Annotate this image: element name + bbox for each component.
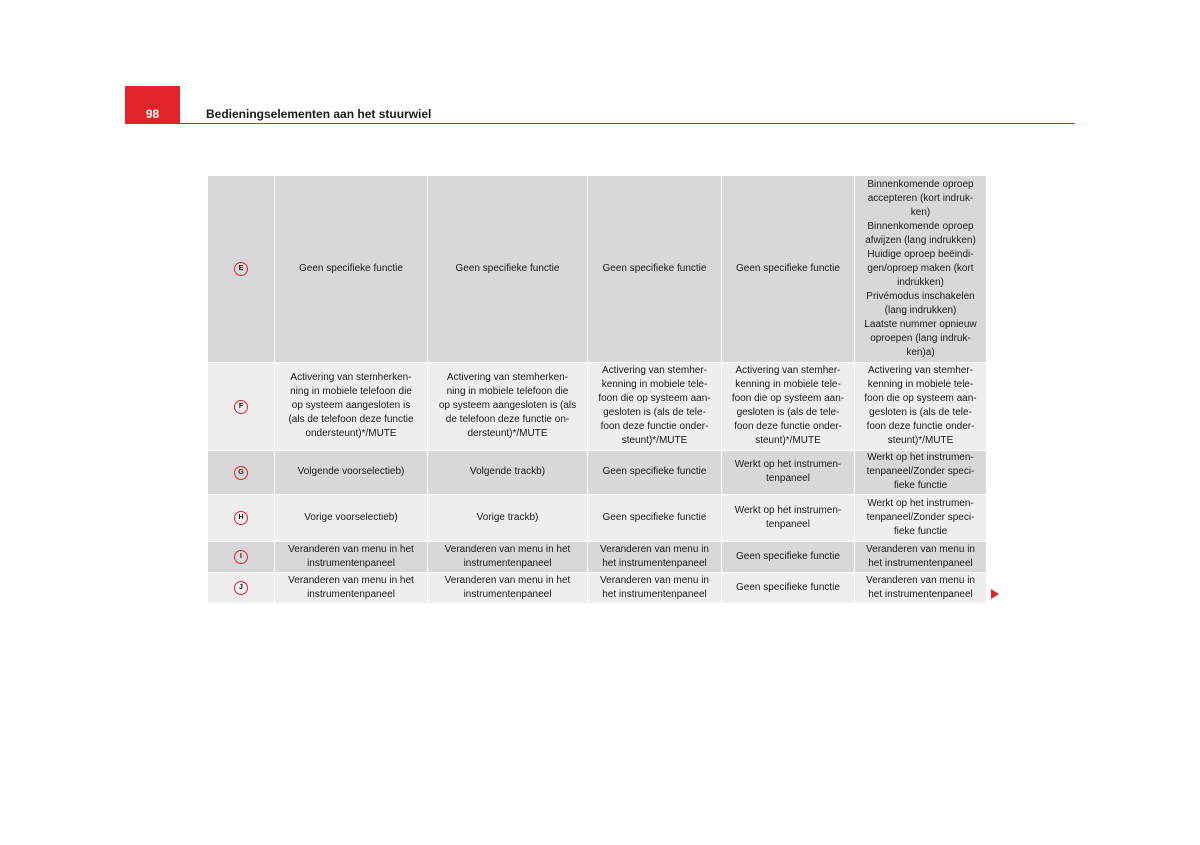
cell-text: Veranderen van menu in het instrumentenpaneel: [444, 543, 571, 569]
table-cell: [855, 494, 987, 541]
table-cell: [428, 362, 588, 450]
table-cell: [722, 176, 855, 362]
key-cell: [208, 572, 275, 603]
cell-text: Werkt op het instrumen- tenpaneel/Zonder speci- fieke functie: [866, 497, 975, 537]
table-row: [208, 176, 987, 362]
table-cell: [588, 362, 722, 450]
cell-text: Geen specifieke functie: [736, 262, 840, 274]
cell-text: Veranderen van menu in het instrumentenpaneel: [288, 574, 414, 600]
table-cell: [588, 541, 722, 572]
page-title: Bedieningselementen aan het stuurwiel: [206, 107, 432, 121]
cell-text: Activering van stemherken- ning in mobiele telefoon die op systeem aangesloten is (als de telefoon deze functie ondersteunt)*/MUTE: [288, 372, 414, 439]
table-cell: [588, 572, 722, 603]
table-cell: [588, 450, 722, 494]
key-badge: I: [234, 550, 248, 564]
table-row: [208, 572, 987, 603]
cell-text: Activering van stemherken- ning in mobiele telefoon die op systeem aangesloten is (als de telefoon deze functie on- dersteunt)*/MUTE: [438, 372, 577, 439]
table-cell: [722, 362, 855, 450]
table-cell: [855, 450, 987, 494]
cell-text: Geen specifieke functie: [602, 466, 707, 477]
table-cell: [275, 572, 428, 603]
table-cell: [722, 494, 855, 541]
table-cell: [275, 450, 428, 494]
cell-text: Activering van stemher- kenning in mobiele tele- foon die op systeem aan- gesloten is (als de tele- foon deze functie onder- steunt)*/MUTE: [864, 365, 977, 446]
key-cell: [208, 494, 275, 541]
table-cell: [588, 494, 722, 541]
table-cell: [722, 572, 855, 603]
cell-text: Geen specifieke functie: [736, 550, 840, 562]
cell-text: Werkt op het instrumen- tenpaneel: [734, 504, 842, 530]
cell-text: Veranderen van menu in het instrumentenpaneel: [288, 543, 414, 569]
table-cell: [855, 176, 987, 362]
cell-text: Volgende voorselectieb): [297, 466, 405, 477]
table-cell: [428, 494, 588, 541]
key-badge: J: [234, 581, 248, 595]
table-cell: [428, 541, 588, 572]
table-cell: [428, 572, 588, 603]
table-row: [208, 362, 987, 450]
cell-text: Veranderen van menu in het instrumentenpaneel: [600, 574, 709, 600]
cell-text: Werkt op het instrumen- tenpaneel: [734, 459, 842, 484]
cell-text: Veranderen van menu in het instrumentenpaneel: [866, 543, 975, 569]
cell-text: Geen specifieke functie: [736, 581, 840, 593]
cell-text: Vorige trackb): [476, 511, 539, 523]
function-table: [207, 176, 987, 604]
table-row: [208, 541, 987, 572]
cell-text: Volgende trackb): [469, 466, 546, 477]
table-cell: [428, 176, 588, 362]
table-cell: [275, 494, 428, 541]
header-rule: [125, 123, 1075, 124]
cell-text: Veranderen van menu in het instrumentenpaneel: [600, 543, 709, 569]
table-row: [208, 494, 987, 541]
cell-text: Werkt op het instrumen- tenpaneel/Zonder speci- fieke functie: [866, 452, 975, 491]
table-cell: [855, 362, 987, 450]
table-cell: [855, 541, 987, 572]
key-cell: [208, 362, 275, 450]
table-cell: [275, 362, 428, 450]
continue-arrow-icon: [991, 589, 999, 599]
table-cell: [275, 176, 428, 362]
cell-text: Geen specifieke functie: [299, 262, 403, 274]
cell-text: Geen specifieke functie: [602, 262, 707, 274]
cell-text: Geen specifieke functie: [455, 262, 560, 274]
cell-text: Vorige voorselectieb): [304, 511, 398, 523]
table-cell: [588, 176, 722, 362]
key-badge: F: [234, 400, 248, 414]
cell-text: Geen specifieke functie: [602, 511, 707, 523]
cell-text: Veranderen van menu in het instrumentenpaneel: [444, 574, 571, 600]
table-cell: [428, 450, 588, 494]
cell-text: Activering van stemher- kenning in mobiele tele- foon die op systeem aan- gesloten is (als de tele- foon deze functie onder- steunt)*/MUTE: [598, 365, 711, 446]
cell-text: Binnenkomende oproep accepteren (kort indruk- ken) Binnenkomende oproep afwijzen (lang indrukken) Huidige oproep beëindi- gen/oproep maken (kort indrukken) Privémodus inschakelen (lang indrukken) Laatste nummer opnieuw oproepen (lang indruk- ken)a): [864, 178, 977, 358]
table-row: [208, 450, 987, 494]
key-cell: [208, 176, 275, 362]
table-cell: [855, 572, 987, 603]
cell-text: Activering van stemher- kenning in mobiele tele- foon die op systeem aan- gesloten is (als de tele- foon deze functie onder- steunt)*/MUTE: [731, 365, 845, 446]
key-badge: E: [234, 262, 248, 276]
key-badge: H: [234, 511, 248, 525]
key-cell: [208, 450, 275, 494]
cell-text: Veranderen van menu in het instrumentenpaneel: [866, 574, 975, 600]
key-cell: [208, 541, 275, 572]
table-cell: [722, 541, 855, 572]
key-badge: G: [234, 466, 248, 480]
table-cell: [275, 541, 428, 572]
table-cell: [722, 450, 855, 494]
page-number: 98: [145, 107, 160, 121]
